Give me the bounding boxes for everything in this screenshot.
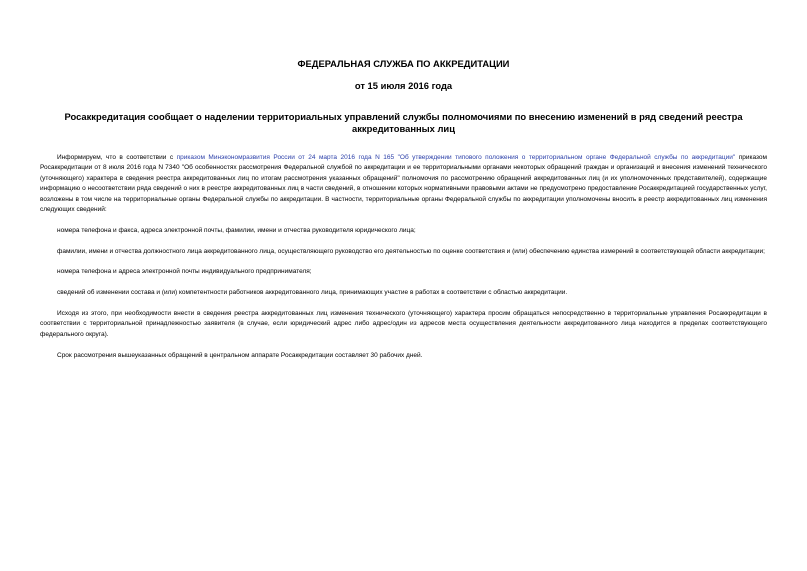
list-item: номера телефона и адреса электронной почты индивидуального предпринимателя;: [57, 268, 312, 276]
intro-prefix: Информируем, что в соответствии с: [57, 154, 177, 161]
term-paragraph: Срок рассмотрения вышеуказанных обращений в центральном аппарате Росаккредитации составляет 30 рабочих дней.: [57, 351, 423, 359]
guidance-paragraph: Исходя из этого, при необходимости внести в сведения реестра аккредитованных лиц изменения технического (уточняющего) характера просим обращаться непосредственно в территориальные управления Росаккредитации в соответствии с территориальной принадлежностью заявителя (в случае, если юридический адрес либо адрес/один из адресов места осуществления деятельности аккредитованного лица находится в пределах соответствующего федерального округа).: [40, 310, 767, 338]
order-link[interactable]: приказом Минэкономразвития России от 24 марта 2016 года N 165 "Об утверждении типового положения о территориальном органе Федеральной службы по аккредитации": [176, 154, 736, 161]
list-item: фамилии, имени и отчества должностного лица аккредитованного лица, осуществляющего руководство его деятельностью по оценке соответствия и (или) обеспечению единства измерений в соответствующей области аккредитации;: [57, 247, 765, 255]
document-date: от 15 июля 2016 года: [354, 80, 453, 91]
issuing-authority: ФЕДЕРАЛЬНАЯ СЛУЖБА ПО АККРЕДИТАЦИИ: [297, 58, 510, 69]
document-body: [40, 153, 767, 371]
list-item: номера телефона и факса, адреса электронной почты, фамилии, имени и отчества руководителя юридического лица;: [57, 226, 416, 234]
intro-rest: приказом Росаккредитации от 8 июля 2016 года N 7340 "Об особенностях рассмотрения Федеральной службой по аккредитации и ее территориальными органами некоторых обращений граждан и организаций и внесения изменений технического (уточняющего) характера в сведения реестра аккредитованных лиц по итогам рассмотрения указанных обращений" полномочия по рассмотрению обращений аккредитованных лиц (и их уполномоченных представителей), содержащие информацию о несоответствии ряда сведений о них в реестре аккредитованных лиц в части сведений, в отношении которых нормативными правовыми актами не предусмотрено предоставление Росаккредитацией государственных услуг, возложены в том числе на территориальные органы Федеральной службы по аккредитации. В частности, территориальные органы Федеральной службы по аккредитации уполномочены вносить в реестр аккредитованных лиц изменения следующих сведений:: [40, 154, 767, 214]
document-title: Росаккредитация сообщает о наделении территориальных управлений службы полномочиями по внесению изменений в ряд сведений реестра аккредитованных лиц: [64, 111, 743, 134]
list-item: сведений об изменении состава и (или) компетентности работников аккредитованного лица, принимающих участие в работах в соответствии с областью аккредитации.: [57, 289, 568, 297]
intro-paragraph: [40, 153, 767, 215]
